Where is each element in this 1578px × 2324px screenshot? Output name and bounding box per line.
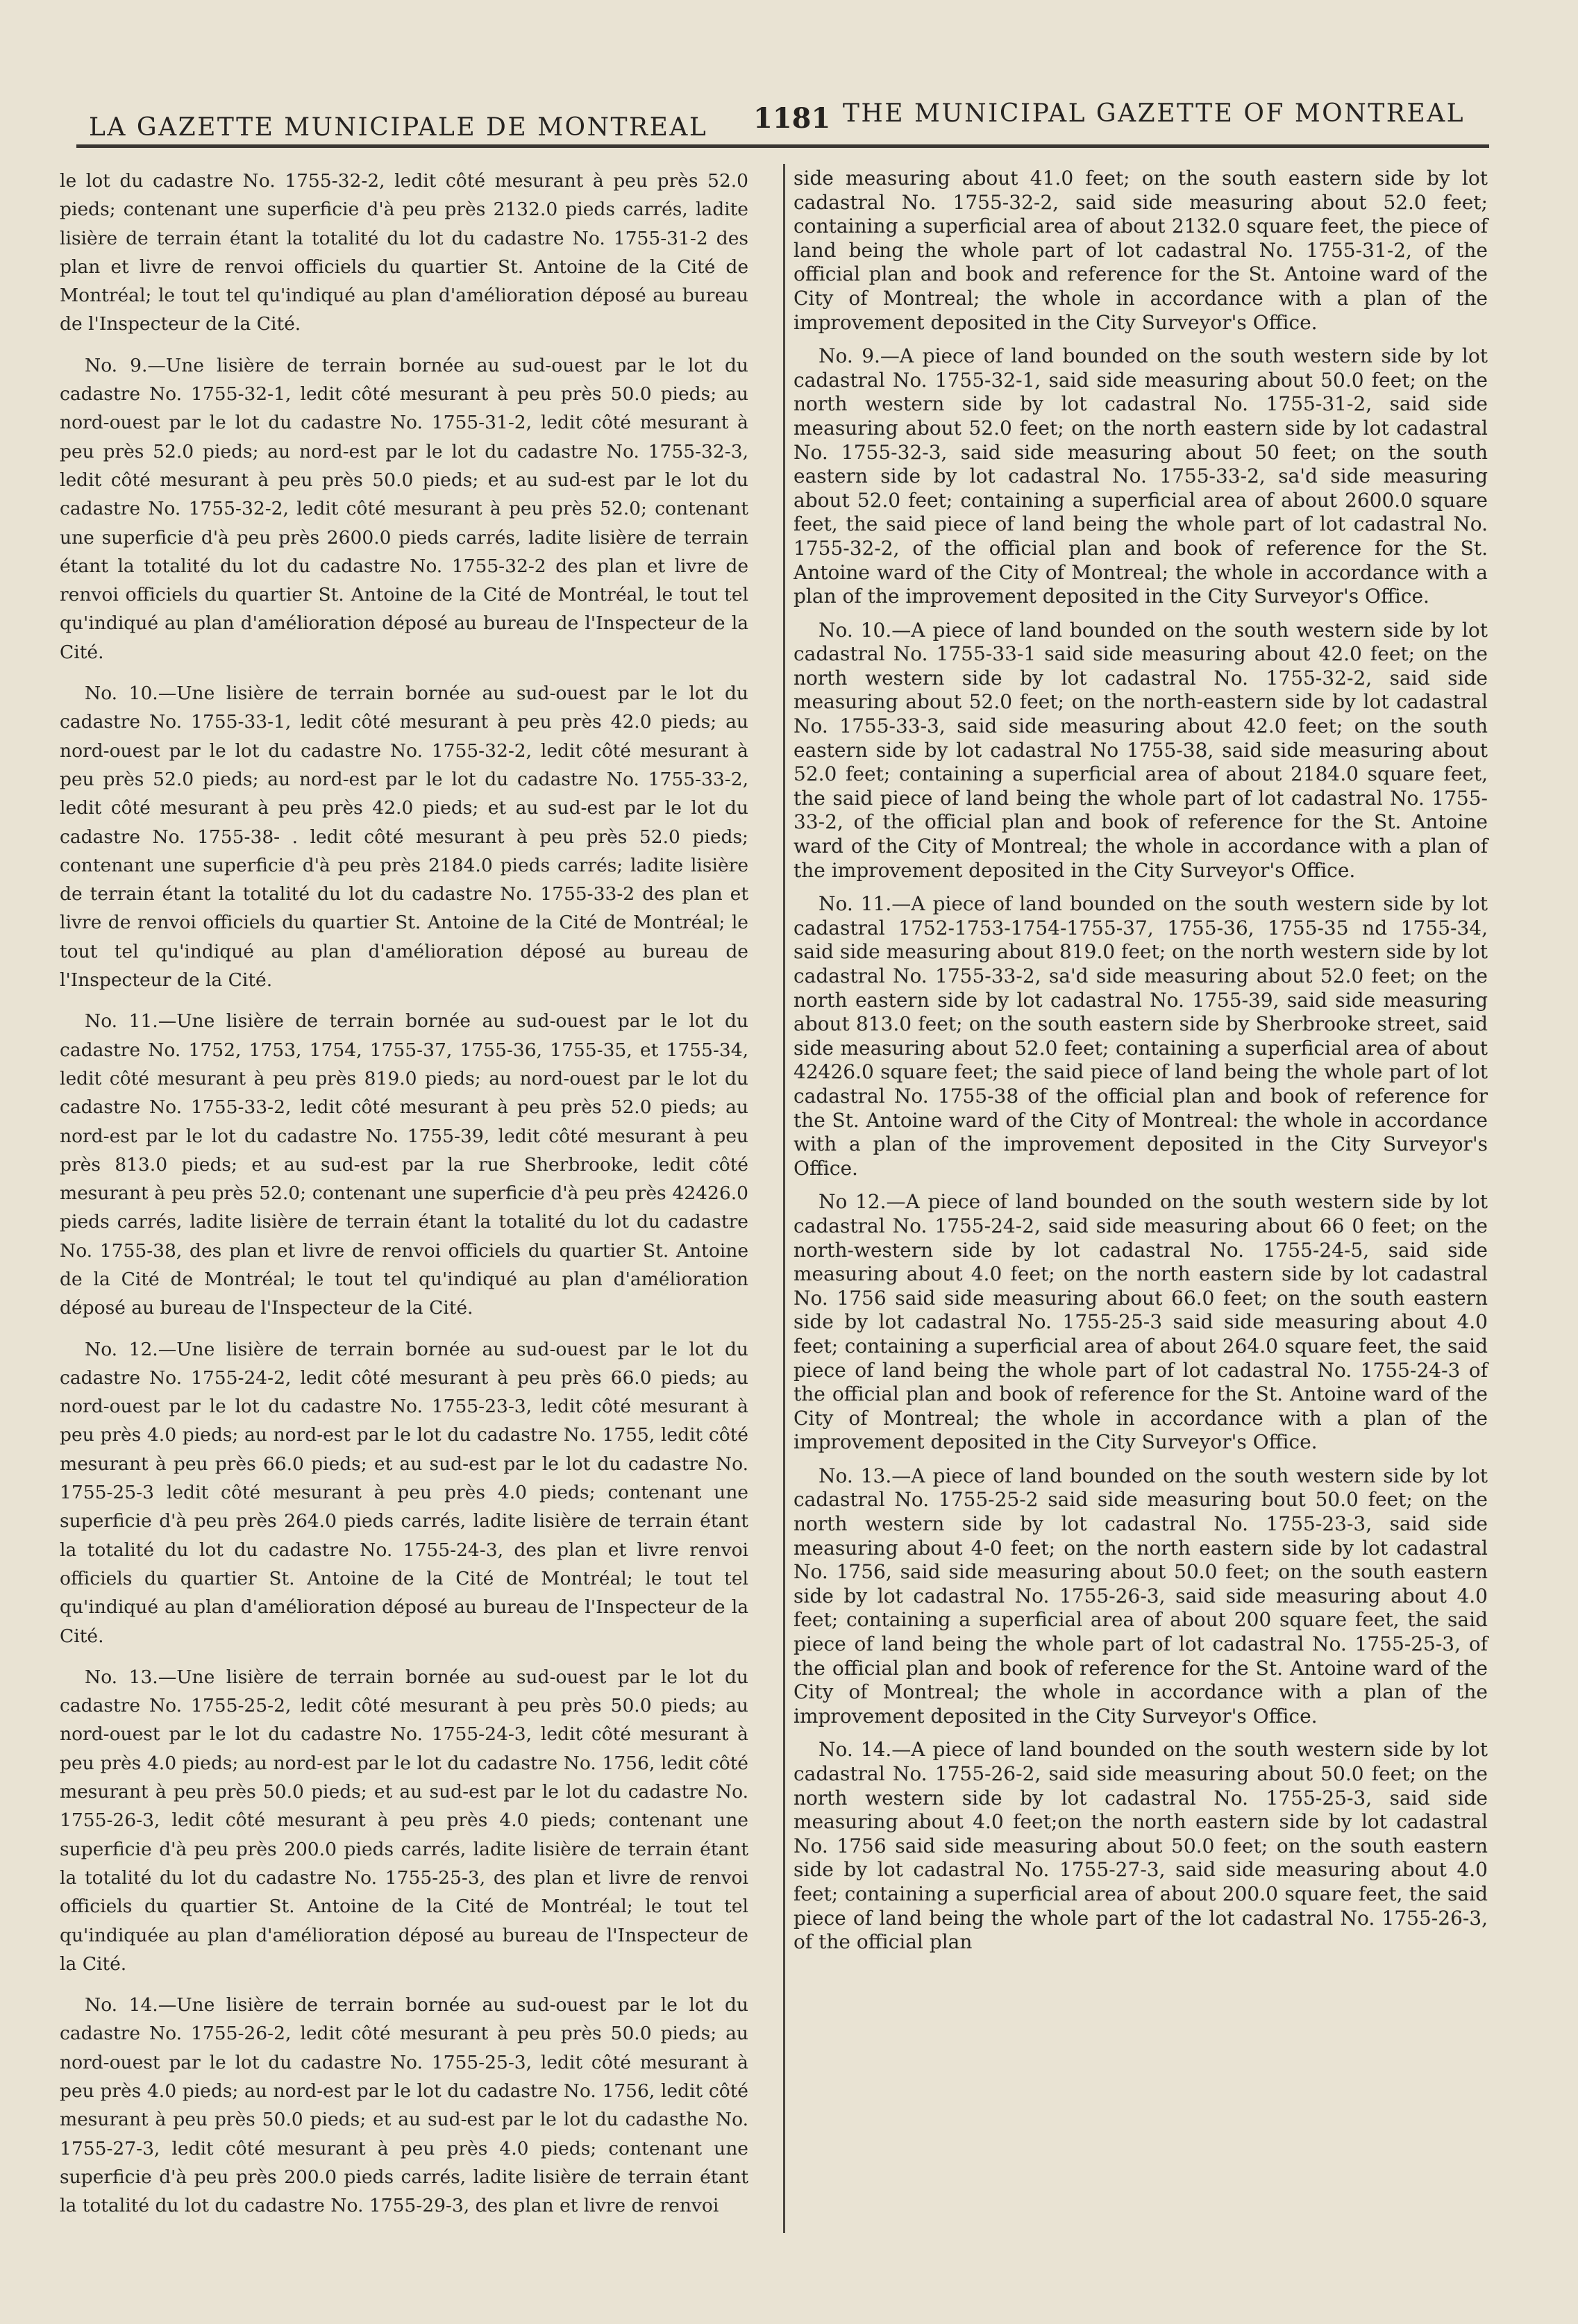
french-column <box>60 167 748 2232</box>
french-paragraph-13: No. 13.—Une lisière de terrain bornée au sud-ouest par le lot du cadastre No. 1755-25-2, ledit côté mesurant à peu près 50.0 pieds; au nord-ouest par le lot du cadastre No. 1755-24-3, ledit côté mesurant à peu près 4.0 pieds; au nord-est par le lot du cadastre No. 1756, ledit côté mesurant à peu près 50.0 pieds; et au sud-est par le lot du cadastre No. 1755-26-3, ledit côté mesurant à peu près 4.0 pieds; contenant une superficie d'à peu près 200.0 pieds carrés, ladite lisière de terrain étant la totalité du lot du cadastre No. 1755-25-3, des plan et livre de renvoi officiels du quartier St. Antoine de la Cité de Montréal; le tout tel qu'indiquée au plan d'amélioration déposé au bureau de l'Inspecteur de la Cité. <box>60 1666 748 1975</box>
page-header <box>76 94 1486 149</box>
english-paragraph-8-continued: side measuring about 41.0 feet; on the south eastern side by lot cadastral No. 1755-32-2, said side measuring about 52.0 feet; containing a superficial area of about 2132.0 square feet, the piece of land being the whole part of lot cadastral No. 1755-31-2, of the official plan and book and reference for the St. Antoine ward of the City of Montreal; the whole in accordance with a plan of the improvement deposited in the City Surveyor's Office. <box>794 167 1488 334</box>
french-masthead: LA GAZETTE MUNICIPALE DE MONTREAL <box>89 113 708 142</box>
english-masthead: THE MUNICIPAL GAZETTE OF MONTREAL <box>842 99 1465 128</box>
english-column <box>794 167 1488 1964</box>
english-paragraph-9: No. 9.—A piece of land bounded on the south western side by lot cadastral No. 1755-32-1, said side measuring about 50.0 feet; on the north western side by lot cadastral No. 1755-31-2, said side measuring about 52.0 feet; on the north eastern side by lot cadastral No. 1755-32-3, said side measuring about 50 feet; on the south eastern side by lot cadastral No. 1755-33-2, sa'd side measuring about 52.0 feet; containing a superficial area of about 2600.0 square feet, the said piece of land being the whole part of lot cadastral No. 1755-32-2, of the official plan and book of reference for the St. Antoine ward of the City of Montreal; the whole in accordance with a plan of the improvement deposited in the City Surveyor's Office. <box>794 344 1488 608</box>
french-paragraph-8-continued: le lot du cadastre No. 1755-32-2, ledit côté mesurant à peu près 52.0 pieds; contenant une superficie d'à peu près 2132.0 pieds carrés, ladite lisière de terrain étant la totalité du lot du cadastre No. 1755-31-2 des plan et livre de renvoi officiels du quartier St. Antoine de la Cité de Montréal; le tout tel qu'indiqué au plan d'amélioration déposé au bureau de l'Inspecteur de la Cité. <box>60 170 748 335</box>
column-divider <box>783 164 785 2233</box>
page-number: 1181 <box>753 102 831 135</box>
english-paragraph-13: No. 13.—A piece of land bounded on the south western side by lot cadastral No. 1755-25-2 said side measuring bout 50.0 feet; on the north western side by lot cadastral No. 1755-23-3, said side measuring about 4-0 feet; on the north eastern side by lot cadastral No. 1756, said side measuring about 50.0 feet; on the south eastern side by lot cadastral No. 1755-26-3, said side measuring about 4.0 feet; containing a superficial area of about 200 square feet, the said piece of land being the whole part of lot cadastral No. 1755-25-3, of the official plan and book of reference for the St. Antoine ward of the City of Montreal; the whole in accordance with a plan of the improvement deposited in the City Surveyor's Office. <box>794 1464 1488 1728</box>
french-paragraph-11: No. 11.—Une lisière de terrain bornée au sud-ouest par le lot du cadastre No. 1752, 1753, 1754, 1755-37, 1755-36, 1755-35, et 1755-34, ledit côté mesurant à peu près 819.0 pieds; au nord-ouest par le lot du cadastre No. 1755-33-2, ledit côté mesurant à peu près 52.0 pieds; au nord-est par le lot du cadastre No. 1755-39, ledit côté mesurant à peu près 813.0 pieds; et au sud-est par la rue Sherbrooke, ledit côté mesurant à peu près 52.0; contenant une superficie d'à peu près 42426.0 pieds carrés, ladite lisière de terrain étant la totalité du lot du cadastre No. 1755-38, des plan et livre de renvoi officiels du quartier St. Antoine de la Cité de Montréal; le tout tel qu'indiqué au plan d'amélioration déposé au bureau de l'Inspecteur de la Cité. <box>60 1010 748 1319</box>
header-rule <box>76 144 1489 148</box>
french-paragraph-14: No. 14.—Une lisière de terrain bornée au sud-ouest par le lot du cadastre No. 1755-26-2, ledit côté mesurant à peu près 50.0 pieds; au nord-ouest par le lot du cadastre No. 1755-25-3, ledit côté mesurant à peu près 4.0 pieds; au nord-est par le lot du cadastre No. 1756, ledit côté mesurant à peu près 50.0 pieds; et au sud-est par le lot du cadasthe No. 1755-27-3, ledit côté mesurant à peu près 4.0 pieds; contenant une superficie d'à peu près 200.0 pieds carrés, ladite lisière de terrain étant la totalité du lot du cadastre No. 1755-29-3, des plan et livre de renvoi <box>60 1994 748 2217</box>
french-paragraph-10: No. 10.—Une lisière de terrain bornée au sud-ouest par le lot du cadastre No. 1755-33-1, ledit côté mesurant à peu près 42.0 pieds; au nord-ouest par le lot du cadastre No. 1755-32-2, ledit côté mesurant à peu près 52.0 pieds; au nord-est par le lot du cadastre No. 1755-33-2, ledit côté mesurant à peu près 42.0 pieds; et au sud-est par le lot du cadastre No. 1755-38- . ledit côté mesurant à peu près 52.0 pieds; contenant une superficie d'à peu près 2184.0 pieds carrés; ladite lisière de terrain étant la totalité du lot du cadastre No. 1755-33-2 des plan et livre de renvoi officiels du quartier St. Antoine de la Cité de Montréal; le tout tel qu'indiqué au plan d'amélioration déposé au bureau de l'Inspecteur de la Cité. <box>60 683 748 992</box>
french-paragraph-9: No. 9.—Une lisière de terrain bornée au sud-ouest par le lot du cadastre No. 1755-32-1, ledit côté mesurant à peu près 50.0 pieds; au nord-ouest par le lot du cadastre No. 1755-31-2, ledit côté mesurant à peu près 52.0 pieds; au nord-est par le lot du cadastre No. 1755-32-3, ledit côté mesurant à peu près 50.0 pieds; et au sud-est par le lot du cadastre No. 1755-32-2, ledit côté mesurant à peu près 52.0; contenant une superficie d'à peu près 2600.0 pieds carrés, ladite lisière de terrain étant la totalité du lot du cadastre No. 1755-32-2 des plan et livre de renvoi officiels du quartier St. Antoine de la Cité de Montréal, le tout tel qu'indiqué au plan d'amélioration déposé au bureau de l'Inspecteur de la Cité. <box>60 354 748 663</box>
english-paragraph-14: No. 14.—A piece of land bounded on the south western side by lot cadastral No. 1755-26-2, said side measuring about 50.0 feet; on the north western side by lot cadastral No. 1755-25-3, said side measuring about 4.0 feet;on the north eastern side by lot cadastral No. 1756 said side measuring about 50.0 feet; on the south eastern side by lot cadastral No. 1755-27-3, said side measuring about 4.0 feet; containing a superficial area of about 200.0 square feet, the said piece of land being the whole part of the lot cadastral No. 1755-26-3, of the official plan <box>794 1738 1488 1954</box>
french-paragraph-12: No. 12.—Une lisière de terrain bornée au sud-ouest par le lot du cadastre No. 1755-24-2, ledit côté mesurant à peu près 66.0 pieds; au nord-ouest par le lot du cadastre No. 1755-23-3, ledit côté mesurant à peu près 4.0 pieds; au nord-est par le lot du cadastre No. 1755, ledit côté mesurant à peu près 66.0 pieds; et au sud-est par le lot du cadastre No. 1755-25-3 ledit côté mesurant à peu près 4.0 pieds; contenant une superficie d'à peu près 264.0 pieds carrés, ladite lisière de terrain étant la totalité du lot du cadastre No. 1755-24-3, des plan et livre renvoi officiels du quartier St. Antoine de la Cité de Montréal; le tout tel qu'indiqué au plan d'amélioration déposé au bureau de l'Inspecteur de la Cité. <box>60 1338 748 1647</box>
english-paragraph-11: No. 11.—A piece of land bounded on the south western side by lot cadastral 1752-1753-1754-1755-37, 1755-36, 1755-35 nd 1755-34, said side measuring about 819.0 feet; on the north western side by lot cadastral No. 1755-33-2, sa'd side measuring about 52.0 feet; on the north eastern side by lot cadastral No. 1755-39, said side measuring about 813.0 feet; on the south eastern side by Sherbrooke street, said side measuring about 52.0 feet; containing a superficial area of about 42426.0 square feet; the said piece of land being the whole part of lot cadastral No. 1755-38 of the official plan and book of reference for the St. Antoine ward of the City of Montreal: the whole in accordance with a plan of the improvement deposited in the City Surveyor's Office. <box>794 892 1488 1180</box>
english-paragraph-10: No. 10.—A piece of land bounded on the south western side by lot cadastral No. 1755-33-1 said side measuring about 42.0 feet; on the north western side by lot cadastral No. 1755-32-2, said side measuring about 52.0 feet; on the north-eastern side by lot cadastral No. 1755-33-3, said side measuring about 42.0 feet; on the south eastern side by lot cadastral No 1755-38, said side measuring about 52.0 feet; containing a superficial area of about 2184.0 square feet, the said piece of land being the whole part of lot cadastral No. 1755-33-2, of the official plan and book of reference for the St. Antoine ward of the City of Montreal; the whole in accordance with a plan of the improvement deposited in the City Surveyor's Office. <box>794 618 1488 882</box>
english-paragraph-12: No 12.—A piece of land bounded on the south western side by lot cadastral No. 1755-24-2, said side measuring about 66 0 feet; on the north-western side by lot cadastral No. 1755-24-5, said side measuring about 4.0 feet; on the north eastern side by lot cadastral No. 1756 said side measuring about 66.0 feet; on the south eastern side by lot cadastral No. 1755-25-3 said side measuring about 4.0 feet; containing a superficial area of about 264.0 square feet, the said piece of land being the whole part of lot cadastral No. 1755-24-3 of the official plan and book of reference for the St. Antoine ward of the City of Montreal; the whole in accordance with a plan of the improvement deposited in the City Surveyor's Office. <box>794 1190 1488 1454</box>
